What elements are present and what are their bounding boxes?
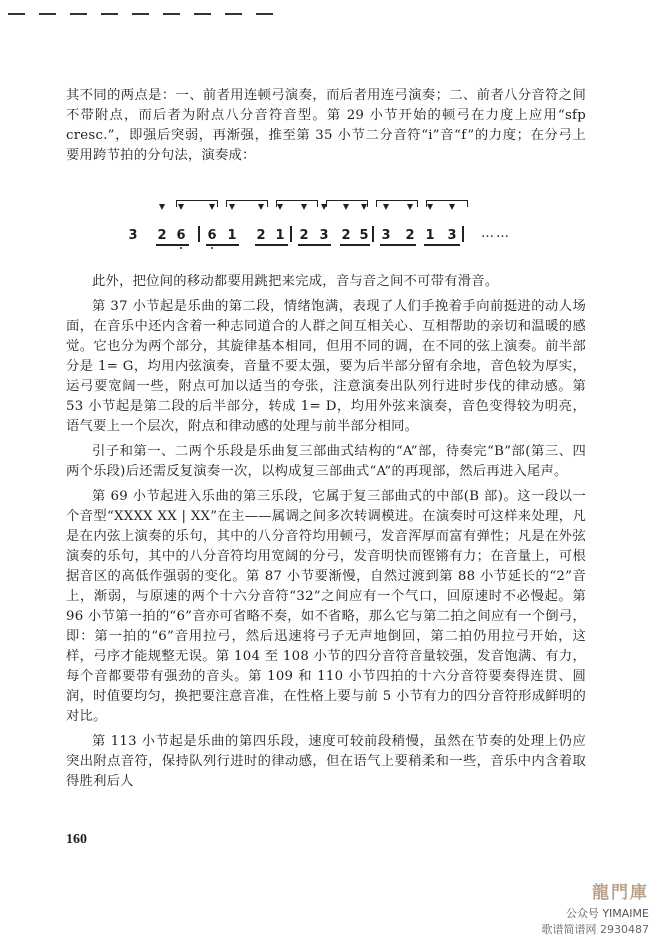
staccato-mark [229, 204, 235, 210]
barline [462, 226, 464, 242]
note: 1 [227, 228, 237, 243]
paragraph-block-1 [66, 86, 586, 166]
watermark [542, 878, 650, 937]
paragraph: 第 37 小节起是乐曲的第二段，情绪饱满，表现了人们手挽着手向前挺进的动人场面，在音乐中还内含着一种志同道合的人群之间互相关心、互相帮助的亲切和温暖的感觉。它也分为两个部分，其旋律基本相同，但用不同的调，在不同的弦上演奏。前半部分是 1= G，均用内弦演奏，音量不要太强，要为后半部分留有余地，音色较为厚实，运弓要宽阔一些，附点可加以适当的夸张，注意演奏出队列行进时步伐的律动感。第 53 小节起是第二段的后半部分，转成 1= D，均用外弦来演奏，音色变得较为明亮，语气要上一个层次，附点和律动感的处理与前半部分相同。 [66, 299, 586, 434]
staccato-mark [427, 204, 433, 210]
staccato-mark [407, 204, 413, 210]
page-number: 160 [66, 832, 87, 847]
staccato-mark [449, 204, 455, 210]
note: 3 [447, 228, 457, 243]
music-notation-example [126, 200, 526, 248]
note: 3 [381, 228, 391, 243]
barline [198, 226, 200, 242]
staccato-mark [277, 204, 283, 210]
eighth-underline [206, 244, 239, 246]
barline [372, 226, 374, 242]
paragraph-block-2 [66, 272, 586, 792]
staccato-mark [159, 204, 165, 210]
note: 2 [299, 228, 309, 243]
note: 2 [157, 228, 167, 243]
note: 6 [176, 228, 186, 243]
paragraph: 此外，把位间的移动都要用跳把来完成，音与音之间不可带有滑音。 [92, 274, 499, 289]
note: 5 [359, 228, 369, 243]
ellipsis: …… [481, 226, 511, 241]
staccato-mark [178, 204, 184, 210]
staccato-mark [343, 204, 349, 210]
octave-dot [180, 247, 182, 249]
note: 1 [425, 228, 435, 243]
staccato-mark [301, 204, 307, 210]
eighth-underline [156, 244, 189, 246]
staccato-mark [258, 204, 264, 210]
note: 2 [405, 228, 415, 243]
eighth-underline [340, 244, 370, 246]
paragraph: 第 113 小节起是乐曲的第四乐段，速度可较前段稍慢，虽然在节奏的处理上仍应突出附点音符，保持队列行进时的律动感，但在语气上要稍柔和一些，音乐中内含着取得胜利后人 [66, 734, 586, 789]
paragraph: 引子和第一、二两个乐段是乐曲复三部曲式结构的“A”部，待奏完“B”部(第三、四两个乐段)后还需反复演奏一次，以构成复三部曲式“A”的再现部，然后再进入尾声。 [66, 444, 586, 479]
staccato-mark [361, 204, 367, 210]
barline [290, 226, 292, 242]
eighth-underline [255, 244, 288, 246]
note: 3 [128, 228, 138, 243]
watermark-line: 歌谱简谱网 2930487 [541, 923, 649, 936]
staccato-mark [321, 204, 327, 210]
octave-dot [211, 247, 213, 249]
watermark-logo: 龍門庫 [592, 883, 649, 903]
paragraph: 第 69 小节起进入乐曲的第三乐段，它属于复三部曲式的中部(B 部)。这一段以一个音型“XXXX XX | XX”在主——属调之间多次转调模进。在演奏时可这样来处理，凡是在内弦上演奏的乐句，其中的八分音符均用顿弓，发音浑厚而富有弹性；凡是在外弦演奏的乐句，其中的八分音符均用宽阔的分弓，发音明快而铿锵有力；在音量上，可根据音区的高低作强弱的变化。第 87 小节要渐慢，自然过渡到第 88 小节延长的“2”音上，渐弱，与原速的两个十六分音符“32”之间应有一个气口，回原速时不必慢起。第 96 小节第一拍的“6”音亦可省略不奏，如不省略，那么它与第二拍之间应有一个倒弓，即：第一拍的“6”音用拉弓，然后迅速将弓子无声地倒回，第二拍仍用拉弓开始，这样，弓序才能规整无误。第 104 至 108 小节的四分音符音量较强，发音饱满、有力，每个音都要带有强劲的音头。第 109 和 110 小节四拍的十六分音符要奏得连贯、圆润，时值要均匀，换把要注意音准，在性格上要与前 5 小节有力的四分音符形成鲜明的对比。 [66, 489, 586, 724]
eighth-underline [424, 244, 460, 246]
note: 2 [341, 228, 351, 243]
note: 3 [319, 228, 329, 243]
paragraph: 其不同的两点是：一、前者用连顿弓演奏，而后者用连弓演奏；二、前者八分音符之间不带附点，而后者为附点八分音符音型。第 29 小节开始的顿弓在力度上应用“sfp cresc.”，即强后突弱，再渐强，推至第 35 小节二分音符“i”音“f”的力度；在分弓上要用跨节拍的分句法，演奏成： [66, 88, 586, 163]
staccato-mark [383, 204, 389, 210]
top-dash-rule [0, 0, 655, 20]
note: 6 [207, 228, 217, 243]
eighth-underline [298, 244, 331, 246]
eighth-underline [380, 244, 416, 246]
note: 1 [275, 228, 285, 243]
watermark-line: 公众号 YIMAIME [565, 907, 649, 920]
staccato-mark [209, 204, 215, 210]
note: 2 [256, 228, 266, 243]
